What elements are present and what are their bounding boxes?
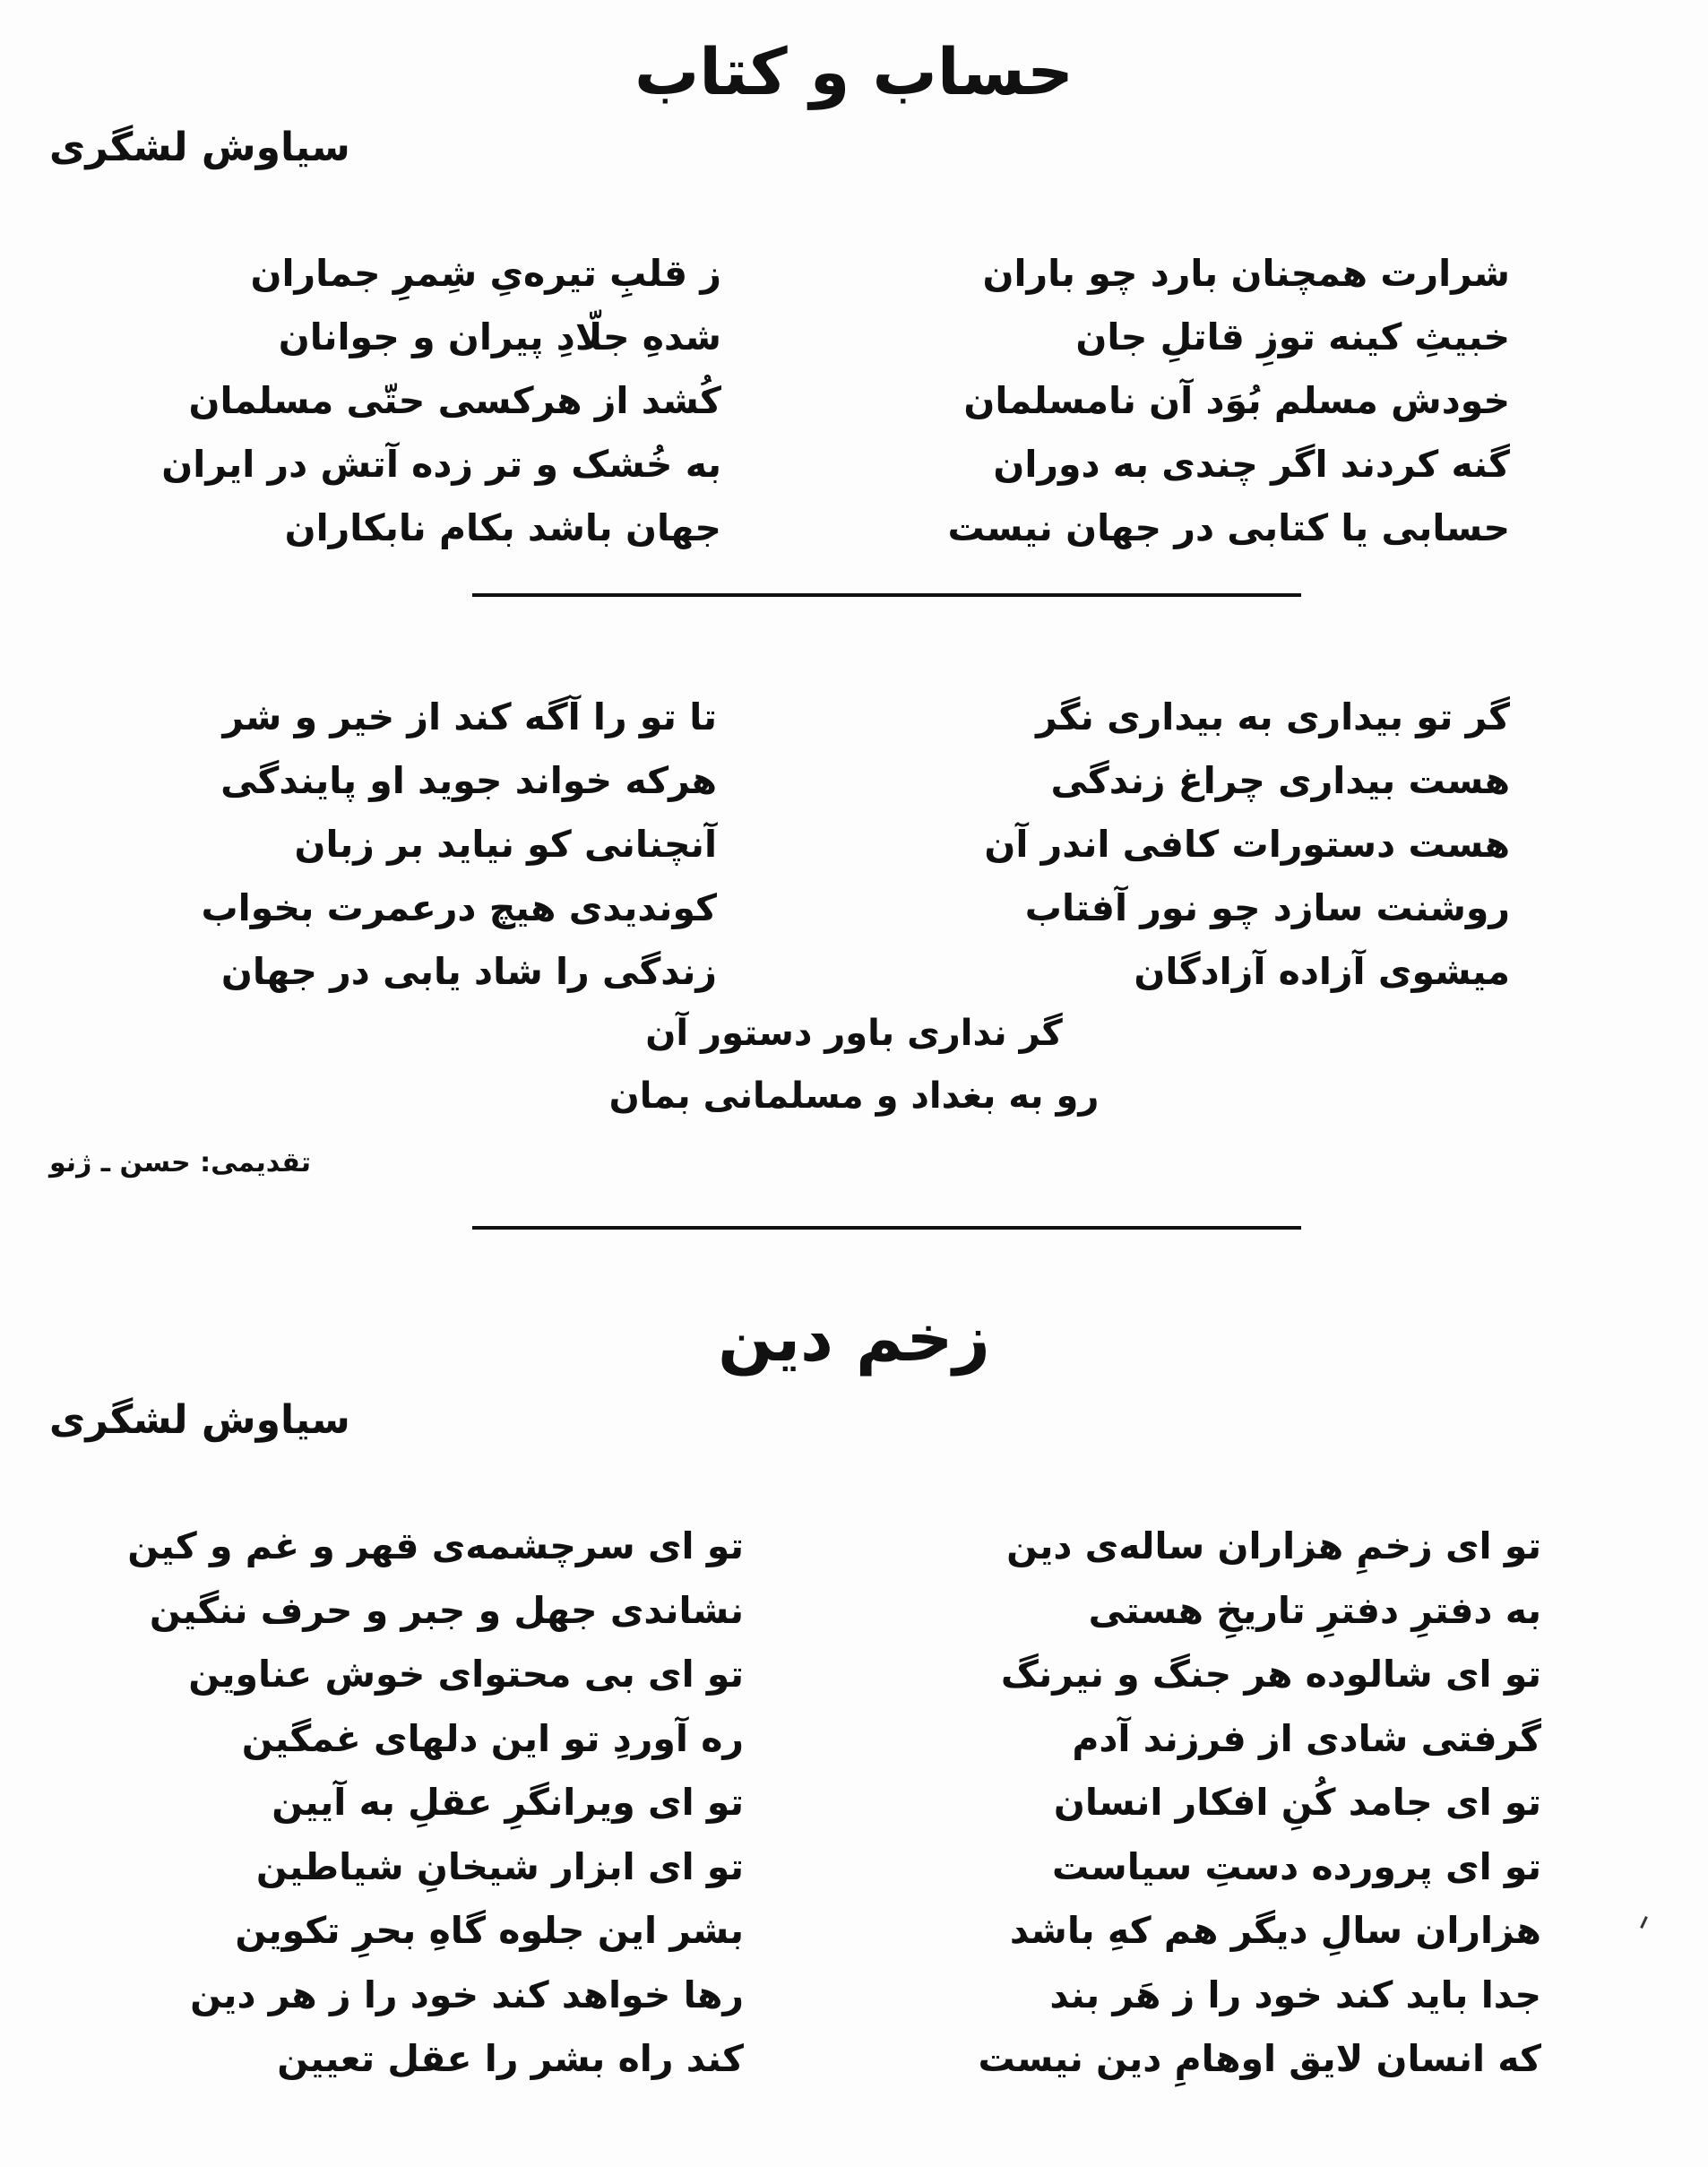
verse-line: گر تو بیداری به بیداری نگر <box>1036 695 1510 738</box>
poem1-stanza1-right-column <box>947 242 1510 560</box>
poem2-left-column <box>127 1515 744 2092</box>
verse-line: هزاران سالِ دیگر هم کهِ باشد <box>1009 1909 1541 1952</box>
poem1-stanza1-left-column <box>161 242 721 560</box>
closing-line: گر نداری باور دستور آن <box>645 1013 1063 1054</box>
divider <box>472 1226 1301 1230</box>
dedication-credit: تقدیمی: حسن ـ ژنو <box>49 1147 311 1178</box>
poem2-title: زخم دین <box>718 1300 990 1376</box>
divider <box>472 593 1301 597</box>
verse-line: بشر این جلوه گاهِ بحرِ تکوین <box>235 1909 744 1952</box>
verse-line: روشنت سازد چو نور آفتاب <box>1024 886 1510 929</box>
verse-line: حسابی یا کتابی در جهان نیست <box>947 506 1510 549</box>
verse-line: تو ای جامد کُنِ افکار انسان <box>1053 1781 1541 1824</box>
verse-line: جهان باشد بکام نابکاران <box>284 506 721 549</box>
verse-line: ره آوردِ تو این دلهای غمگین <box>241 1716 744 1760</box>
verse-line: تو ای بی محتوای خوش عناوین <box>188 1653 744 1696</box>
verse-line: به دفترِ دفترِ تاریخِ هستی <box>1088 1588 1541 1632</box>
verse-line: تو ای ابزار شیخانِ شیاطین <box>255 1844 744 1888</box>
verse-line: ز قلبِ تیره‌یِ شِمرِ جماران <box>250 252 721 295</box>
verse-line: خبیثِ کینه توزِ قاتلِ جان <box>1075 315 1510 358</box>
verse-line: گرفتی شادی از فرزند آدم <box>1072 1716 1541 1760</box>
verse-line: شرارت همچنان بارد چو باران <box>982 252 1510 295</box>
verse-line: خودش مسلم بُوَد آن نامسلمان <box>963 379 1510 422</box>
verse-line: تو ای شالوده هر جنگ و نیرنگ <box>1000 1653 1541 1696</box>
verse-line: کوندیدی هیچ درعمرت بخواب <box>201 886 717 929</box>
poem2-poet: سیاوش لشگری <box>49 1397 350 1443</box>
poem1-poet: سیاوش لشگری <box>49 125 350 170</box>
verse-line: تو ای ویرانگرِ عقلِ به آیین <box>272 1781 744 1824</box>
verse-line: به خُشک و تر زده آتش در ایران <box>161 443 721 486</box>
verse-line: گنه کردند اگر چندی به دوران <box>993 443 1510 486</box>
verse-line: زندگی را شاد یابی در جهان <box>220 950 717 993</box>
verse-line: میشوی آزاده آزادگان <box>1134 950 1510 993</box>
verse-line: که انسان لایق اوهامِ دین نیست <box>978 2037 1541 2080</box>
verse-line: کند راه بشر را عقل تعیین <box>277 2037 744 2080</box>
poem1-stanza2-right-column <box>984 686 1510 1004</box>
verse-line: هرکه خواند جوید او پایندگی <box>220 759 717 802</box>
verse-line: شدهِ جلّادِ پیران و جوانان <box>278 315 721 358</box>
verse-line: آنچنانی کو نیاید بر زبان <box>294 823 717 866</box>
scan-speck <box>1640 1916 1648 1929</box>
verse-line: هست بیداری چراغ زندگی <box>1050 759 1510 802</box>
verse-line: تو ای پرورده دستِ سیاست <box>1052 1844 1541 1888</box>
poem1-title: حساب و کتاب <box>634 34 1074 109</box>
closing-line: رو به بغداد و مسلمانی بمان <box>608 1075 1100 1117</box>
verse-line: تا تو را آگه کند از خیر و شر <box>222 695 717 738</box>
verse-line: نشاندی جهل و جبر و حرف ننگین <box>149 1588 744 1632</box>
verse-line: جدا باید کند خود را ز هَر بند <box>1049 1973 1541 2016</box>
verse-line: رها خواهد کند خود را ز هر دین <box>190 1973 744 2016</box>
poem1-stanza2-left-column <box>201 686 717 1004</box>
verse-line: تو ای سرچشمه‌ی قهر و غم و کین <box>127 1524 744 1567</box>
verse-line: کُشد از هرکسی حتّی مسلمان <box>188 379 721 422</box>
verse-line: تو ای زخمِ هزاران ساله‌ی دین <box>1006 1524 1541 1567</box>
verse-line: هست دستورات کافی اندر آن <box>984 823 1510 866</box>
poem2-right-column <box>978 1515 1541 2092</box>
